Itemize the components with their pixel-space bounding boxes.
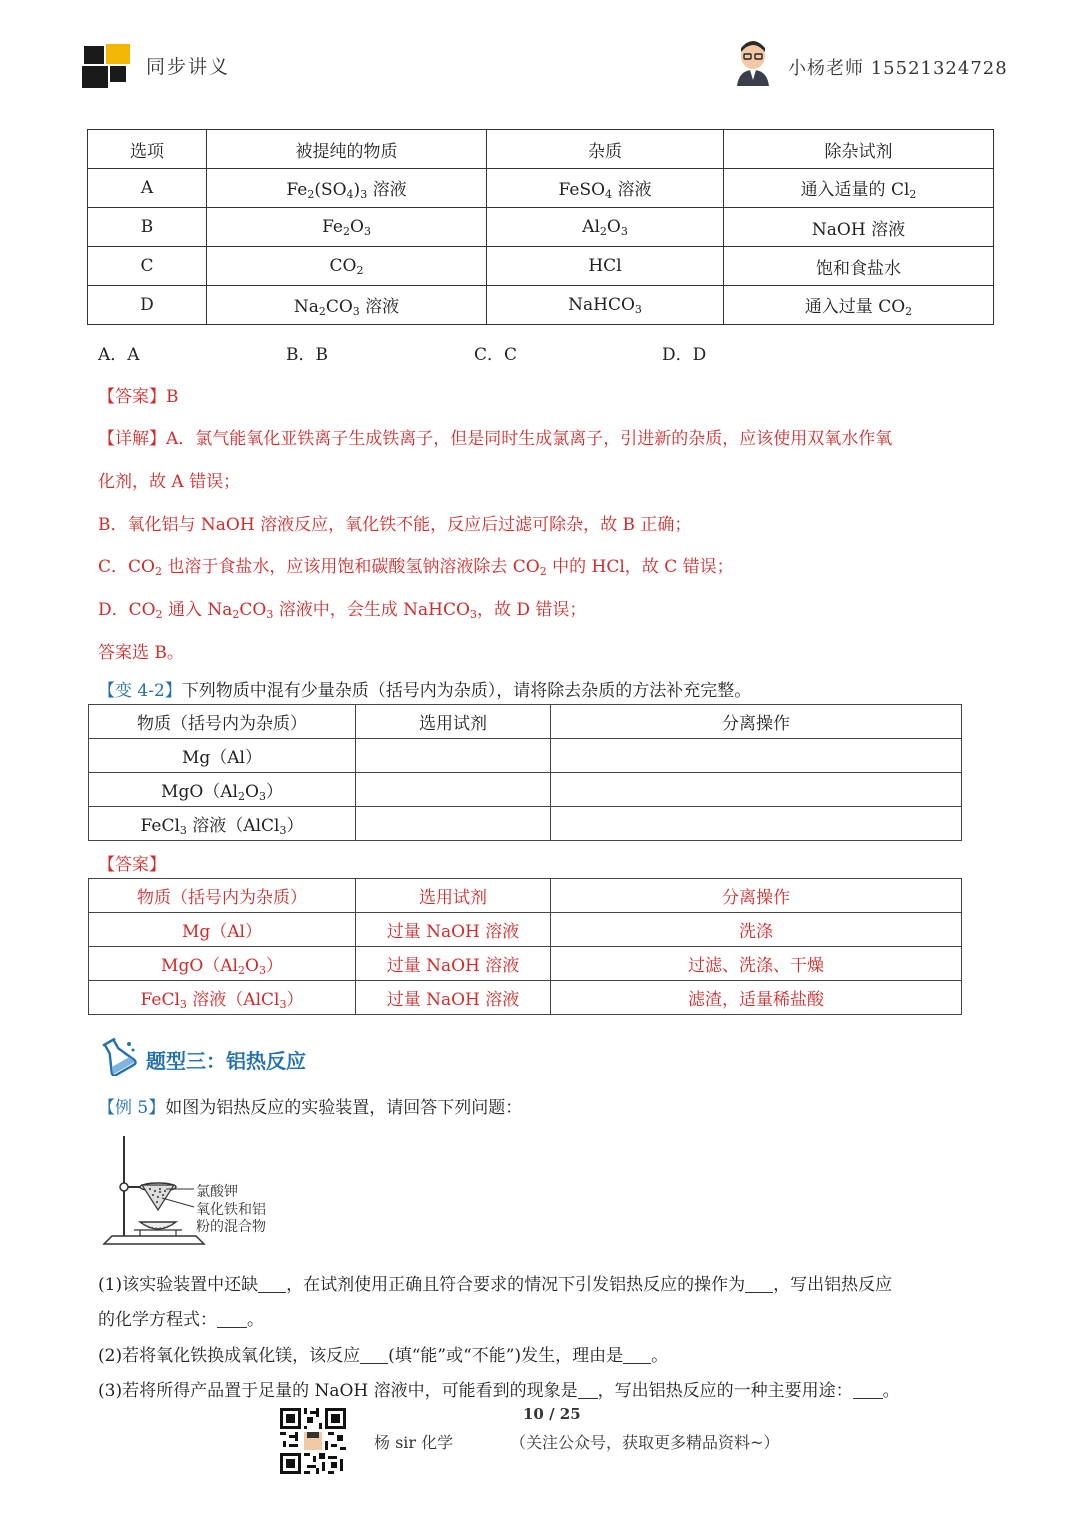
- option-cell: A: [88, 169, 207, 208]
- footer-note: （关注公众号，获取更多精品资料~）: [510, 1433, 780, 1452]
- impurity-cell: HCl: [487, 247, 724, 286]
- option-cell: B: [88, 208, 207, 247]
- detail-line-2: 化剂，故 A 错误；: [98, 472, 241, 492]
- table-row: [89, 947, 962, 981]
- table-header-row: [89, 705, 962, 739]
- substance-cell: $MgO(Al_2O_3)$: [89, 947, 356, 981]
- table-row: [89, 807, 962, 841]
- detail-line-3: B．氧化铝与 NaOH 溶液反应，氧化铁不能，反应后过滤可除杂，故 B 正确；: [98, 515, 692, 535]
- impurity-cell: FeSO$_4$ 溶液: [487, 169, 724, 208]
- table-row: [89, 739, 962, 773]
- substance-cell: $Fe_2(SO_4)_3$ 溶液: [207, 169, 487, 208]
- choice-a: A．A: [98, 345, 140, 365]
- reagent-cell: 过量 NaOH 溶液: [356, 947, 551, 981]
- variant-question: 【变 4-2】下列物质中混有少量杂质（括号内为杂质），请将除去杂质的方法补充完整。: [98, 681, 752, 701]
- header-title: 同步讲义: [146, 56, 231, 78]
- substance-cell: FeCl$_3$ 溶液（AlCl$_3$）: [89, 981, 356, 1015]
- substance-cell: $Fe_2O_3$: [207, 208, 487, 247]
- table-header: 选用试剂: [356, 879, 551, 913]
- answer-blank[interactable]: [258, 1274, 286, 1293]
- table-row: [88, 247, 994, 286]
- table-header: 选用试剂: [356, 705, 551, 739]
- teacher-avatar: [733, 40, 773, 86]
- detail-line-4: C．$CO_2$ 也溶于食盐水，应该用饱和碳酸氢钠溶液除去 $CO_2$ 中的 HCl，故 C 错误；: [98, 557, 734, 578]
- flask-icon: [96, 1036, 138, 1076]
- detail-line-1: 【详解】A．氯气能氧化亚铁离子生成铁离子，但是同时生成氯离子，引进新的杂质，应该使用双氧水作氧: [98, 429, 893, 449]
- answer-table: [88, 878, 962, 1015]
- section-heading: 题型三：铝热反应: [146, 1049, 306, 1073]
- figure-label-mixture-2: 粉的混合物: [196, 1219, 266, 1235]
- impurity-cell: NaHCO$_3$: [487, 286, 724, 325]
- reagent-cell: 过量 NaOH 溶液: [356, 913, 551, 947]
- page-number: 10 / 25: [523, 1405, 581, 1423]
- option-cell: C: [88, 247, 207, 286]
- substance-cell: $Na_2CO_3$ 溶液: [207, 286, 487, 325]
- figure-label-potassium-chlorate: 氯酸钾: [196, 1184, 238, 1200]
- operation-cell: 过滤、洗涤、干燥: [551, 947, 962, 981]
- reagent-cell: [356, 773, 551, 807]
- operation-cell: 滤渣，适量稀盐酸: [551, 981, 962, 1015]
- table-header: 分离操作: [551, 879, 962, 913]
- table-row: [89, 773, 962, 807]
- operation-cell: [551, 807, 962, 841]
- table-header: 被提纯的物质: [207, 130, 487, 169]
- answer-blank[interactable]: [745, 1274, 773, 1293]
- reagent-cell: 过量 NaOH 溶液: [356, 981, 551, 1015]
- option-cell: D: [88, 286, 207, 325]
- example-question: 【例 5】如图为铝热反应的实验装置，请回答下列问题：: [98, 1098, 523, 1118]
- reagent-cell: 通入适量的 $Cl_2$: [724, 169, 994, 208]
- operation-cell: [551, 773, 962, 807]
- reagent-cell: [356, 739, 551, 773]
- substance-cell: $CO_2$: [207, 247, 487, 286]
- choice-d: D．D: [662, 345, 707, 365]
- answer-blank[interactable]: [623, 1345, 651, 1364]
- choice-b: B．B: [286, 345, 328, 365]
- reagent-cell: NaOH 溶液: [724, 208, 994, 247]
- question-2: (2)若将氧化铁换成氧化镁，该反应 (填“能”或“不能”)发生，理由是 。: [98, 1346, 669, 1366]
- substance-cell: Mg（Al）: [89, 739, 356, 773]
- logo: [80, 42, 136, 90]
- table-header-row: [88, 130, 994, 169]
- choice-c: C．C: [474, 345, 518, 365]
- table-header: 分离操作: [551, 705, 962, 739]
- substance-cell: Mg（Al）: [89, 913, 356, 947]
- variant-table: [88, 704, 962, 841]
- substance-cell: FeCl$_3$ 溶液（AlCl$_3$）: [89, 807, 356, 841]
- answer-blank[interactable]: [578, 1380, 598, 1399]
- operation-cell: 洗涤: [551, 913, 962, 947]
- answer-blank[interactable]: [217, 1309, 247, 1328]
- table-row: [89, 913, 962, 947]
- table-header: 物质（括号内为杂质）: [89, 879, 356, 913]
- header-teacher: 小杨老师 15521324728: [788, 58, 1008, 79]
- footer-brand: 杨 sir 化学: [374, 1433, 454, 1452]
- figure-label-mixture-1: 氧化铁和铝: [196, 1202, 266, 1218]
- question-1-line-2: 的化学方程式： 。: [98, 1310, 264, 1330]
- reagent-cell: [356, 807, 551, 841]
- table-row: [88, 169, 994, 208]
- table-header: 物质（括号内为杂质）: [89, 705, 356, 739]
- table-row: [88, 208, 994, 247]
- operation-cell: [551, 739, 962, 773]
- answer-text: 【答案】B: [98, 387, 179, 407]
- detail-line-6: 答案选 B。: [98, 643, 184, 663]
- table-header: 杂质: [487, 130, 724, 169]
- question-3: (3)若将所得产品置于足量的 NaOH 溶液中，可能看到的现象是 ，写出铝热反应的一种主要用途： 。: [98, 1381, 900, 1401]
- table-header: 除杂试剂: [724, 130, 994, 169]
- answer-blank[interactable]: [360, 1345, 388, 1364]
- table-header: 选项: [88, 130, 207, 169]
- qr-code-icon: [280, 1408, 346, 1474]
- impurity-cell: $Al_2O_3$: [487, 208, 724, 247]
- reagent-cell: 饱和食盐水: [724, 247, 994, 286]
- answer-blank[interactable]: [853, 1380, 883, 1399]
- table-row: [88, 286, 994, 325]
- table-row: [89, 981, 962, 1015]
- question-table: [87, 129, 994, 325]
- question-1-line-1: (1)该实验装置中还缺 ，在试剂使用正确且符合要求的情况下引发铝热反应的操作为 ，写出铝热反应: [98, 1275, 893, 1295]
- table-header-row: [89, 879, 962, 913]
- reagent-cell: 通入过量 $CO_2$: [724, 286, 994, 325]
- substance-cell: $MgO(Al_2O_3)$: [89, 773, 356, 807]
- answer-label: 【答案】: [98, 855, 166, 875]
- detail-line-5: D．$CO_2$ 通入 $Na_2CO_3$ 溶液中，会生成 NaHCO$_3$，故 D 错误；: [98, 600, 587, 621]
